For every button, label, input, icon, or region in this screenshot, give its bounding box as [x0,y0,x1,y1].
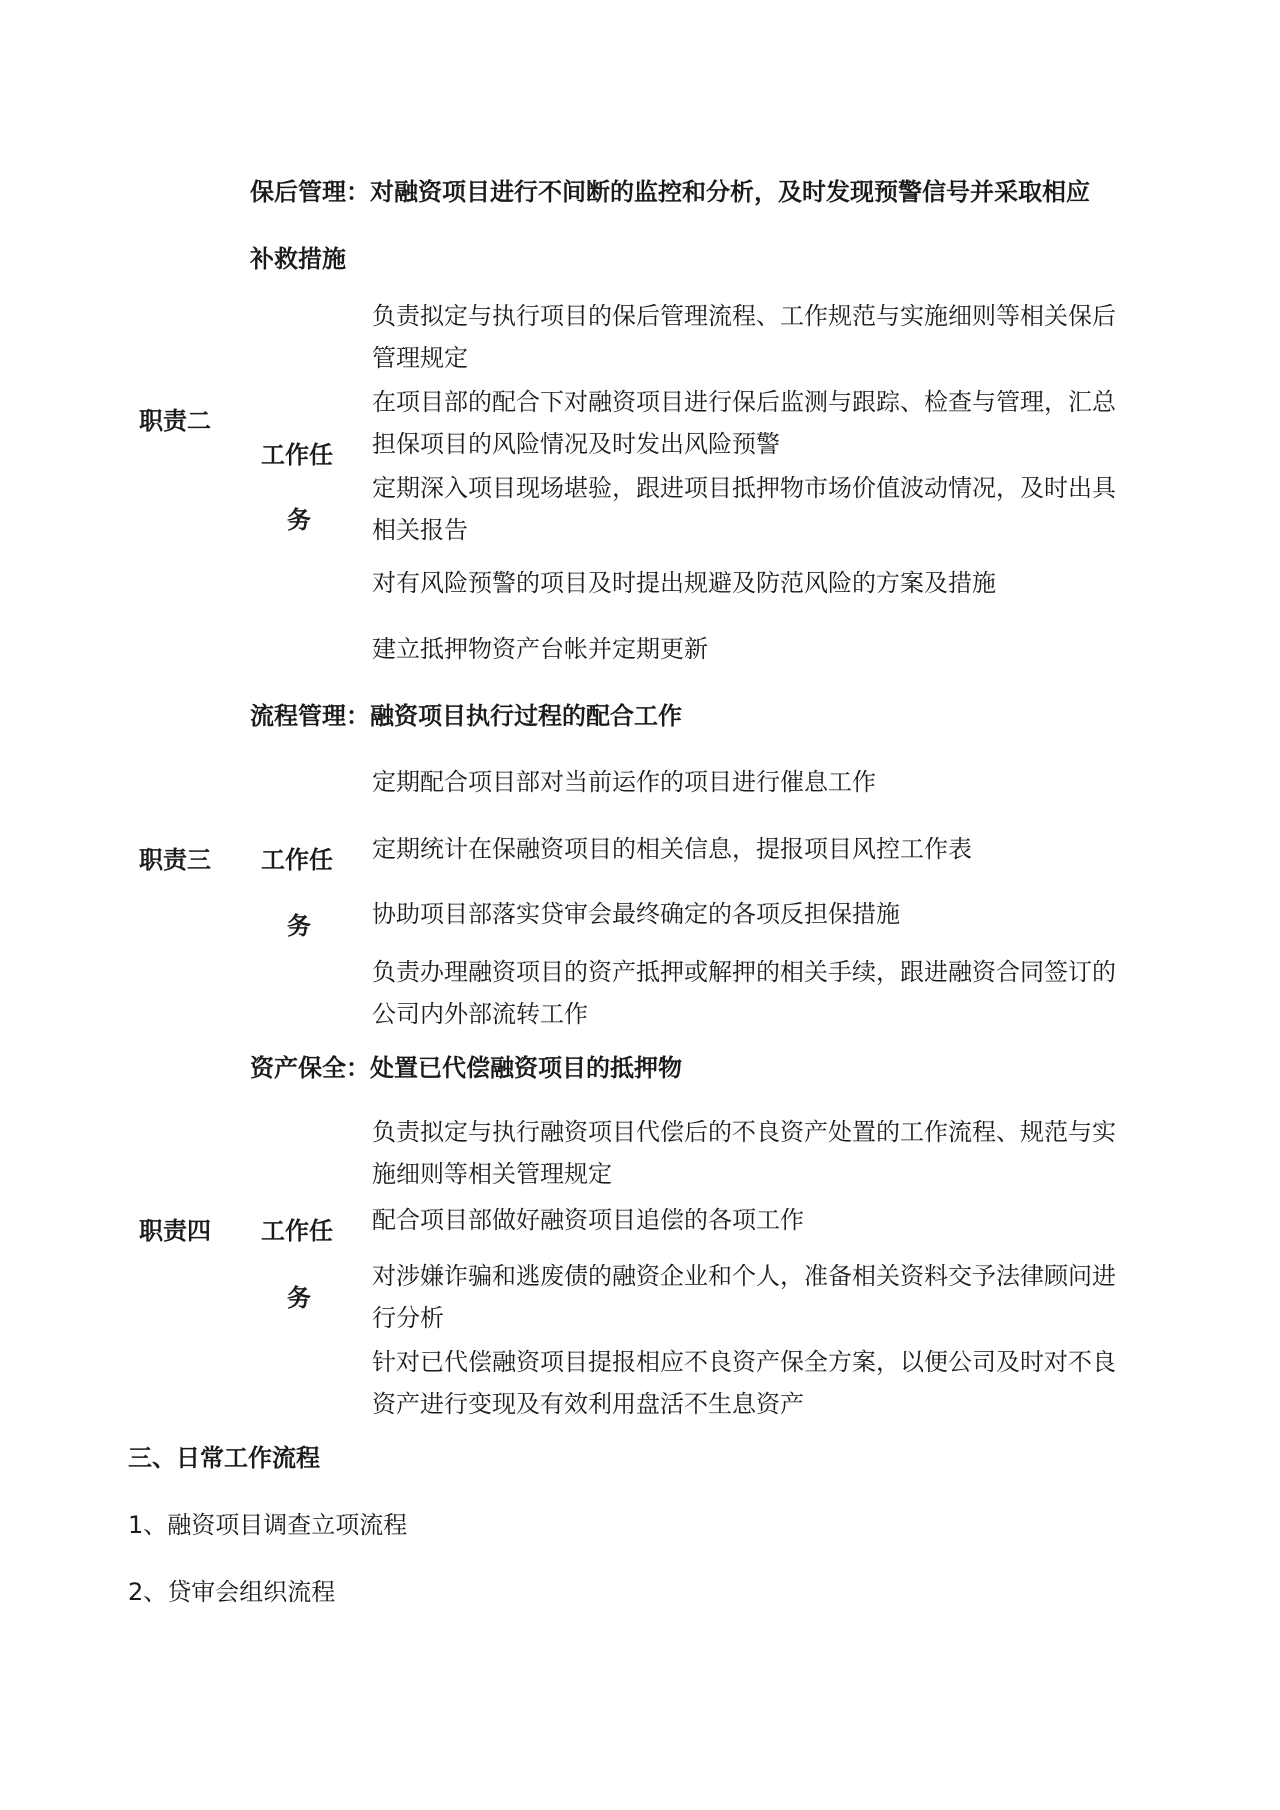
duty3-task-line: 协助项目部落实贷审会最终确定的各项反担保措施 [372,900,900,928]
duty3-task-line: 定期配合项目部对当前运作的项目进行催息工作 [372,768,876,796]
duty4-task-line: 对涉嫌诈骗和逃废债的融资企业和个人，准备相关资料交予法律顾问进 [372,1262,1116,1290]
duty4-task-label-2: 务 [287,1284,311,1312]
duty2-task-line: 对有风险预警的项目及时提出规避及防范风险的方案及措施 [372,569,996,597]
duty2-task-label-2: 务 [287,506,311,534]
duty4-task-line: 施细则等相关管理规定 [372,1160,612,1188]
duty4-task-line: 负责拟定与执行融资项目代偿后的不良资产处置的工作流程、规范与实 [372,1118,1116,1146]
duty2-task-line: 管理规定 [372,344,468,372]
duty2-task-line: 定期深入项目现场堪验，跟进项目抵押物市场价值波动情况，及时出具 [372,474,1116,502]
duty4-label: 职责四 [139,1217,211,1245]
section3-item: 2、贷审会组织流程 [128,1578,336,1606]
duty4-task-label-1: 工作任 [261,1217,333,1245]
duty3-task-line: 公司内外部流转工作 [372,1000,588,1028]
duty3-task-line: 负责办理融资项目的资产抵押或解押的相关手续，跟进融资合同签订的 [372,958,1116,986]
duty3-task-label-1: 工作任 [261,846,333,874]
duty2-task-line: 建立抵押物资产台帐并定期更新 [372,635,708,663]
duty4-task-line: 资产进行变现及有效利用盘活不生息资产 [372,1390,804,1418]
duty2-task-line: 在项目部的配合下对融资项目进行保后监测与跟踪、检查与管理，汇总 [372,388,1116,416]
duty2-task-label-1: 工作任 [261,441,333,469]
duty3-heading: 流程管理：融资项目执行过程的配合工作 [250,702,682,730]
duty3-label: 职责三 [139,846,211,874]
duty3-task-line: 定期统计在保融资项目的相关信息，提报项目风控工作表 [372,835,972,863]
section3-title: 三、日常工作流程 [128,1444,320,1472]
duty2-task-line: 负责拟定与执行项目的保后管理流程、工作规范与实施细则等相关保后 [372,302,1116,330]
duty4-task-line: 配合项目部做好融资项目追偿的各项工作 [372,1206,804,1234]
duty4-heading: 资产保全：处置已代偿融资项目的抵押物 [250,1054,682,1082]
duty2-task-line: 相关报告 [372,516,468,544]
section3-item: 1、融资项目调查立项流程 [128,1511,408,1539]
duty2-heading: 保后管理：对融资项目进行不间断的监控和分析，及时发现预警信号并采取相应 [250,178,1090,206]
duty3-task-label-2: 务 [287,912,311,940]
duty4-task-line: 针对已代偿融资项目提报相应不良资产保全方案，以便公司及时对不良 [372,1348,1116,1376]
duty2-heading-cont: 补救措施 [250,245,346,273]
duty4-task-line: 行分析 [372,1304,444,1332]
duty2-label: 职责二 [139,407,211,435]
duty2-task-line: 担保项目的风险情况及时发出风险预警 [372,430,780,458]
